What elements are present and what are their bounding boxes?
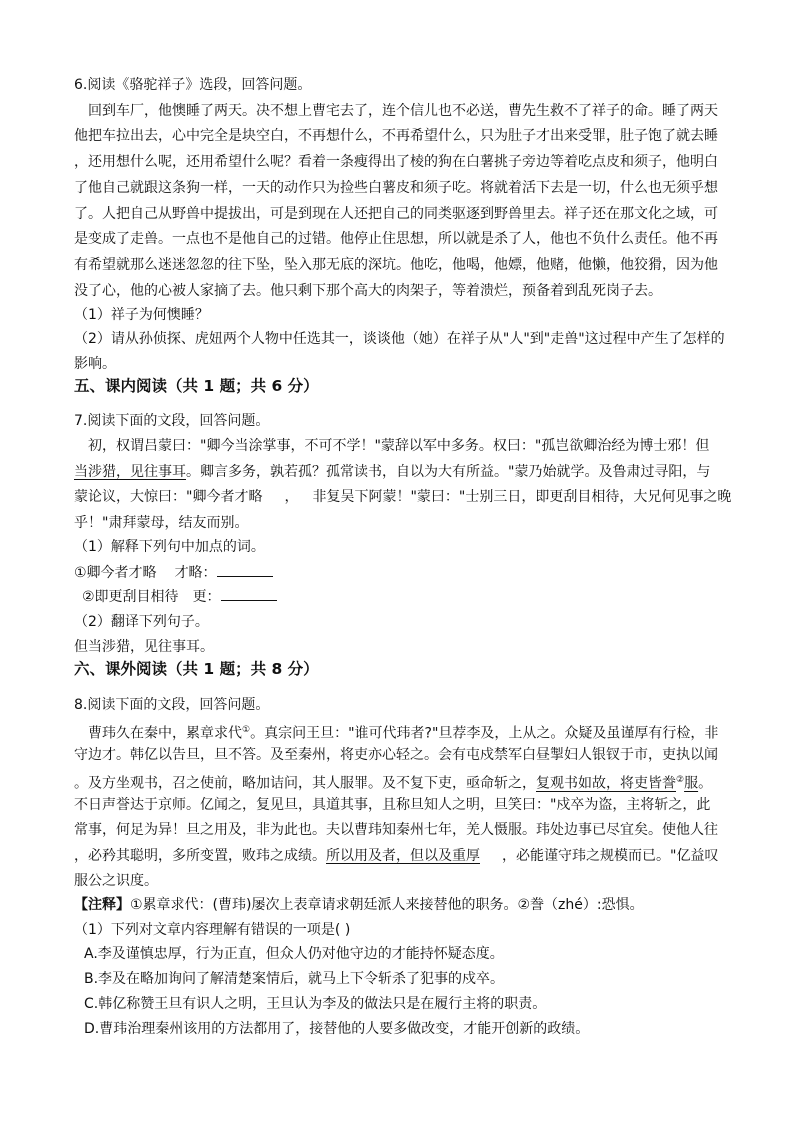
q7-passage-line: 初，权谓吕蒙曰："卿今当涂掌事，不可不学！"蒙辞以军中多务。权曰："孤岂欲卿治经为博士邪！但	[88, 438, 710, 454]
q7-item-2	[82, 586, 277, 608]
q6-sub-question-1: （1）祥子为何懊睡？	[74, 307, 209, 323]
underlined-sentence: 复观书如故，将吏皆誊	[536, 775, 676, 792]
q7-item-2-text: ②即更刮目相待	[82, 589, 179, 605]
q8-passage-text: ，必能谨守玮之规模而已。"亿益叹	[502, 848, 719, 864]
q7-passage-text: 。卿言多务，孰若孤？孤常读书，自以为大有所益。"蒙乃始就学。及鲁肃过寻阳，与	[186, 464, 711, 480]
q6-passage-line: 没了心，他的心被人家摘了去。他只剩下那个高大的肉架子，等着溃烂，预备着到乱死岗子去。	[74, 283, 662, 299]
q6-passage-line: 了他自己就跟这条狗一样，一天的动作只为捡些白薯皮和须子吃。将就着活下去是一切，什么也无须乎想	[74, 180, 718, 196]
answer-blank[interactable]	[221, 586, 277, 601]
q7-sentence: 但当涉猎，见往事耳。	[74, 639, 214, 655]
q7-item-1-label: 才略：	[174, 565, 217, 581]
question-6-title: 6.阅读《骆驼祥子》选段，回答问题。	[74, 77, 312, 93]
q8-passage-text: 曹玮久在秦中，累章求代	[88, 725, 242, 742]
note-text: ①累章求代：(曹玮)屡次上表章请求朝廷派人来接替他的职务。②誊（zhé）:恐惧。	[130, 897, 644, 913]
q8-passage-text: 。	[698, 775, 713, 792]
q7-passage-text: 蒙论议，大惊曰："卿今者才略	[74, 489, 263, 505]
q8-passage-text: 。及方坐观书，召之使前，略加诘问，其人服罪。及不复下吏，亟命斩之，	[74, 775, 536, 792]
q8-passage-line: 不日声誉达于京师。亿闻之，复见旦，具道其事，且称旦知人之明，旦笑曰："戍卒为盗，主将斩之，此	[74, 797, 711, 813]
footnote-mark: ①	[242, 725, 251, 735]
underlined-sentence: 所以用及者，但以及重厚	[326, 848, 480, 864]
q8-passage-line	[88, 719, 718, 745]
q7-item-1	[74, 562, 273, 584]
q7-passage-line	[74, 486, 731, 508]
note-label: 【注释】	[74, 897, 130, 913]
q7-item-1-text: ①卿今者才略	[74, 565, 157, 581]
q6-passage-line: 回到车厂，他懊睡了两天。决不想上曹宅去了，连个信儿也不必送，曹先生救不了祥子的命。睡了两天	[88, 103, 718, 119]
q7-passage-line: 乎！"肃拜蒙母，结友而别。	[74, 515, 249, 531]
underlined-sentence: 服	[684, 775, 699, 792]
option-c[interactable]: C.韩亿称赞王旦有识人之明，王旦认为李及的做法只是在履行主将的职责。	[84, 996, 547, 1012]
answer-blank[interactable]	[217, 562, 273, 577]
q6-passage-line: 他把车拉出去，心中完全是块空白，不再想什么，不再希望什么，只为肚子才出来受罪，肚子饱了就去睡	[74, 128, 718, 144]
option-b[interactable]: B.李及在略加询问了解清楚案情后，就马上下令斩杀了犯事的戍卒。	[84, 971, 505, 987]
q8-sub-question-1: （1）下列对文章内容理解有错误的一项是( )	[74, 922, 351, 938]
footnote-mark: ②	[676, 775, 685, 785]
section-5-heading: 五、课内阅读（共 1 题；共 6 分）	[74, 377, 319, 395]
q6-passage-line: 有希望就那么迷迷忽忽的往下坠，坠入那无底的深坑。他吃，他喝，他嫖，他赌，他懒，他狡猾，因为他	[74, 257, 718, 273]
question-7-title: 7.阅读下面的文段，回答问题。	[74, 413, 270, 429]
q8-passage-line: 常事，何足为异！旦之用及，非为此也。夫以曹玮知秦州七年，羌人慑服。玮处边事已尽宜矣。使他人往	[74, 822, 718, 838]
q8-note	[74, 894, 644, 916]
q8-passage-line	[74, 769, 712, 795]
q7-passage-line	[74, 461, 710, 483]
question-8-title: 8.阅读下面的文段，回答问题。	[74, 697, 270, 713]
q8-passage-text: ，必矜其聪明，多所变置，败玮之成绩。	[74, 848, 326, 864]
q6-passage-line: 是变成了走兽。一点也不是他自己的过错。他停止住思想，所以就是杀了人，他也不负什么责任。他不再	[74, 231, 718, 247]
q6-sub-question-2-cont: 影响。	[74, 356, 116, 372]
option-a[interactable]: A.李及谨慎忠厚，行为正直，但众人仍对他守边的才能持怀疑态度。	[84, 946, 504, 962]
q6-sub-question-2: （2）请从孙侦探、虎妞两个人物中任选其一，谈谈他（她）在祥子从"人"到"走兽"这过程中产生了怎样的	[74, 331, 725, 347]
q8-passage-line: 服公之识度。	[74, 873, 158, 889]
q8-passage-line	[74, 845, 718, 867]
q6-passage-line: ，还用想什么呢，还用希望什么呢？看着一条瘦得出了棱的狗在白薯挑子旁边等着吃点皮和须子，他明白	[74, 154, 718, 170]
q7-passage-text: 非复吴下阿蒙！"蒙曰："士别三日，即更刮目相待，大兄何见事之晚	[312, 489, 732, 505]
q6-passage-line: 了。人把自己从野兽中提拔出，可是到现在人还把自己的同类驱逐到野兽里去。祥子还在那文化之域，可	[74, 206, 718, 222]
q7-sub-question-1: （1）解释下列句中加点的词。	[74, 539, 265, 555]
q7-item-2-label: 更：	[192, 589, 221, 605]
q8-passage-text: 。真宗问王旦："谁可代玮者?"旦荐李及，上从之。众疑及虽谨厚有行检，非	[250, 725, 719, 742]
q8-passage-line: 守边才。韩亿以告旦，旦不答。及至秦州，将吏亦心轻之。会有屯戍禁军白昼掣妇人银钗于市，吏执以闻	[74, 747, 718, 763]
option-d[interactable]: D.曹玮治理秦州该用的方法都用了，接替他的人要多做改变，才能开创新的政绩。	[84, 1021, 590, 1037]
q7-sub-question-2: （2）翻译下列句子。	[74, 614, 209, 630]
section-6-heading: 六、课外阅读（共 1 题；共 8 分）	[74, 660, 319, 678]
q7-passage-text: ，	[284, 489, 299, 505]
underlined-sentence: 当涉猎，见往事耳	[74, 464, 186, 480]
